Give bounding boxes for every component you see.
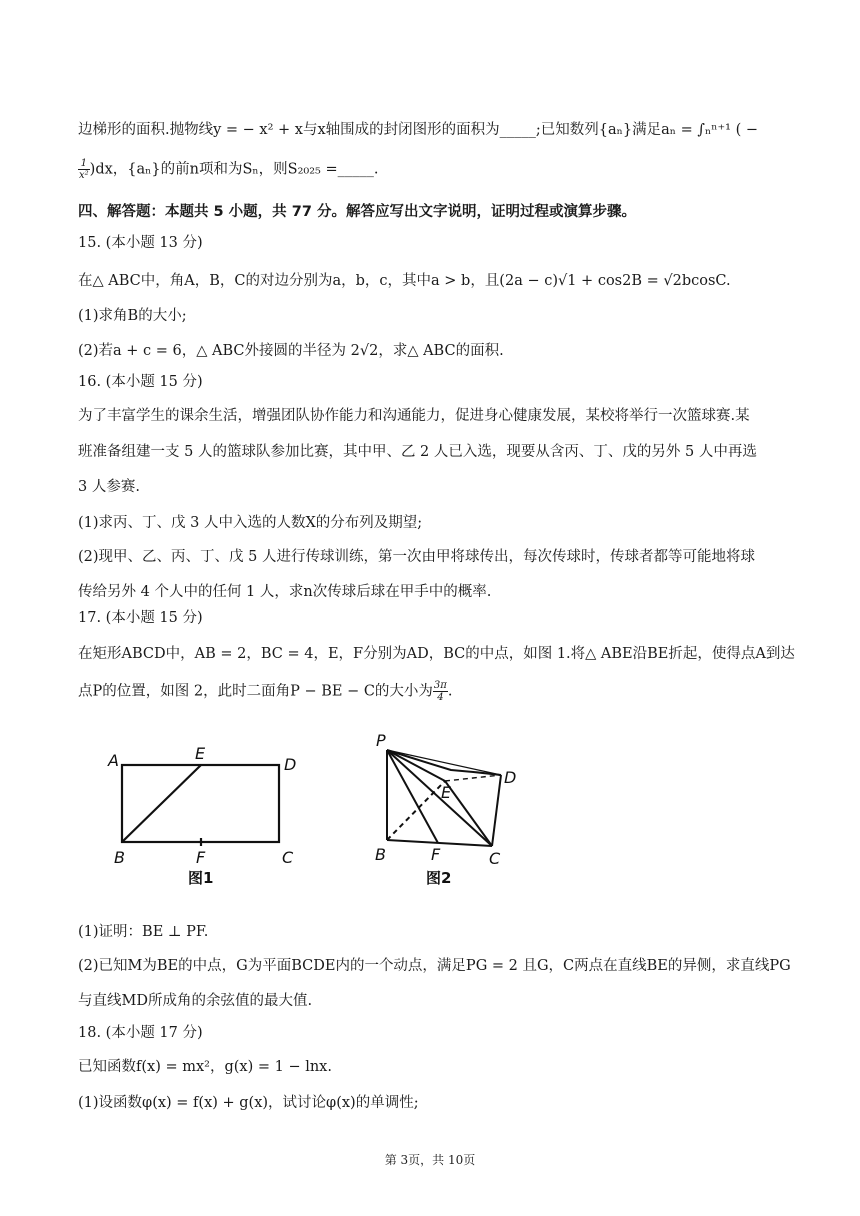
rectangle-abcd (122, 765, 279, 842)
label-e2: E (441, 783, 452, 802)
question-17-heading: 17. (本小题 15 分) (78, 610, 203, 626)
figure-1 (122, 765, 279, 846)
fraction-denominator: 4 (437, 692, 444, 703)
label-c2: C (489, 849, 501, 868)
question-17-stem-2-end: . (447, 683, 453, 700)
question-17-stem-2-text: 点P的位置，如图 2，此时二面角P − BE − C的大小为 (78, 683, 433, 700)
geometry-figures (100, 728, 540, 893)
question-15-heading: 15. (本小题 13 分) (78, 235, 203, 251)
question-16-stem-1: 为了丰富学生的课余生活，增强团队协作能力和沟通能力，促进身心健康发展，某校将举行一次篮球赛.某 (78, 408, 750, 424)
edge-ed-hidden (445, 775, 501, 781)
question-16-stem-2: 班准备组建一支 5 人的篮球队参加比赛，其中甲、乙 2 人已入选，现要从含丙、丁、戊的另外 5 人中再选 (78, 444, 757, 460)
label-e: E (195, 744, 206, 763)
label-d2: D (504, 768, 517, 787)
fraction-1-over-x2 (78, 158, 90, 181)
question-17-stem-1: 在矩形ABCD中，AB = 2，BC = 4，E，F分别为AD，BC的中点，如图 1.将△ ABE沿BE折起，使得点A到达 (78, 646, 795, 662)
question-16-heading: 16. (本小题 15 分) (78, 374, 203, 390)
line-2-text: )dx，{aₙ}的前n项和为Sₙ，则S₂₀₂₅ =_____. (89, 161, 379, 178)
edge-be-hidden (387, 781, 445, 840)
label-b2: B (375, 845, 386, 864)
question-15-stem: 在△ ABC中，角A，B，C的对边分别为a，b，c，其中a > b，且(2a − c)√1 + cos2B = √2bcosC. (78, 273, 731, 289)
fraction-denominator: x² (79, 170, 89, 181)
question-18-stem: 已知函数f(x) = mx²，g(x) = 1 − lnx. (78, 1059, 332, 1075)
label-f: F (196, 848, 206, 867)
question-18-heading: 18. (本小题 17 分) (78, 1025, 203, 1041)
label-c: C (282, 848, 294, 867)
question-17-stem-2 (78, 680, 798, 703)
label-a: A (108, 751, 119, 770)
line-2 (78, 158, 798, 181)
page-footer: 第 3页，共 10页 (384, 1153, 476, 1167)
question-16-part-2b: 传给另外 4 个人中的任何 1 人，求n次传球后球在甲手中的概率. (78, 584, 492, 600)
edge-pc (387, 750, 492, 846)
caption-figure-1: 图1 (188, 869, 214, 887)
question-16-stem-3: 3 人参赛. (78, 479, 140, 495)
label-b: B (114, 848, 125, 867)
question-15-part-1: (1)求角B的大小; (78, 308, 187, 324)
edge-pd-inner (387, 750, 501, 775)
edge-cd (492, 775, 501, 846)
label-p: P (376, 731, 386, 750)
question-16-part-1: (1)求丙、丁、戊 3 人中入选的人数X的分布列及期望; (78, 515, 423, 531)
question-17-part-2a: (2)已知M为BE的中点，G为平面BCDE内的一个动点，满足PG = 2 且G，C两点在直线BE的异侧，求直线PG (78, 958, 791, 974)
fraction-numerator: 1 (78, 158, 90, 170)
fraction-numerator: 3π (433, 680, 447, 691)
question-18-part-1: (1)设函数φ(x) = f(x) + g(x)，试讨论φ(x)的单调性; (78, 1095, 419, 1111)
question-15-part-2: (2)若a + c = 6，△ ABC外接圆的半径为 2√2，求△ ABC的面积. (78, 343, 504, 359)
caption-figure-2: 图2 (426, 869, 452, 887)
label-f2: F (431, 845, 441, 864)
segment-be (122, 765, 201, 842)
label-d: D (284, 755, 297, 774)
fraction-3pi-over-4 (433, 680, 448, 703)
question-17-part-2b: 与直线MD所成角的余弦值的最大值. (78, 993, 313, 1009)
question-17-part-1: (1)证明：BE ⊥ PF. (78, 924, 209, 940)
edge-ec (445, 781, 492, 846)
line-1: 边梯形的面积.抛物线y = − x² + x与x轴围成的封闭图形的面积为_____;已知数列{aₙ}满足aₙ = ∫ₙⁿ⁺¹ ( − (78, 122, 759, 138)
section-heading: 四、解答题：本题共 5 小题，共 77 分。解答应写出文字说明，证明过程或演算步骤。 (78, 204, 636, 220)
question-16-part-2a: (2)现甲、乙、丙、丁、戊 5 人进行传球训练，第一次由甲将球传出，每次传球时，传球者都等可能地将球 (78, 549, 755, 565)
